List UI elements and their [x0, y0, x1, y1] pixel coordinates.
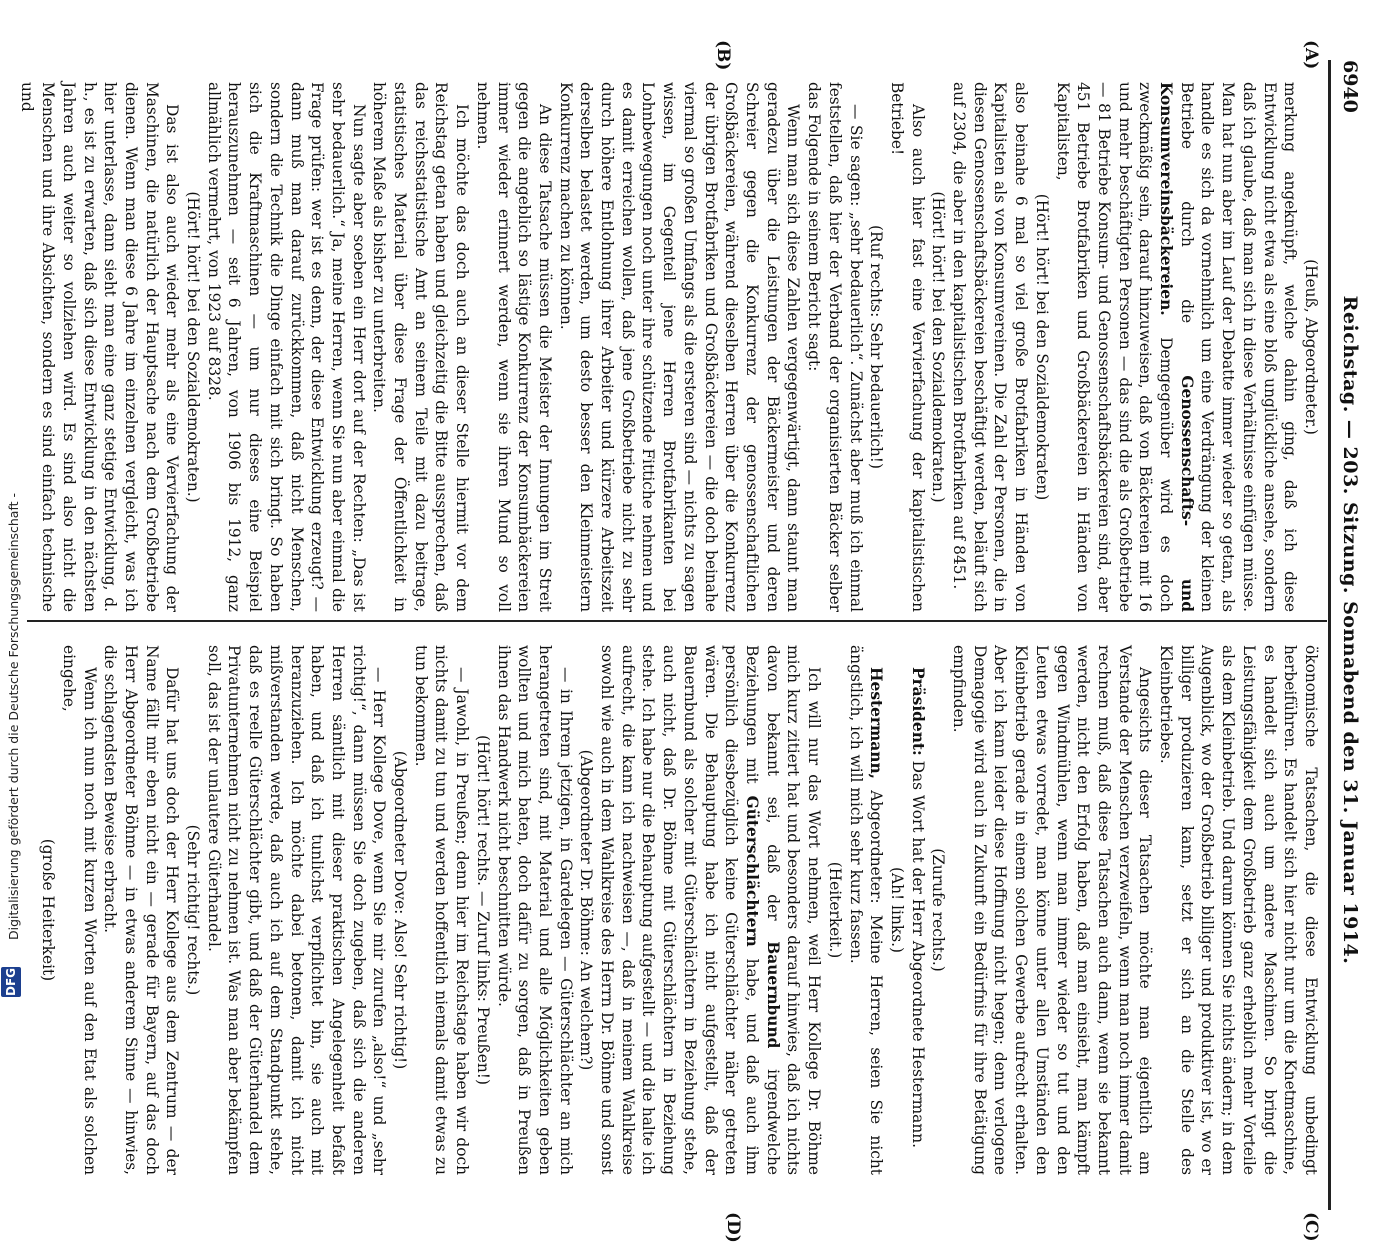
header-rule: [1328, 60, 1331, 1210]
emphasis: Bauernbund: [763, 941, 782, 1049]
paragraph: Ich will nur das Wort nehmen, weil Herr Kollege Dr. Böhme mich kurz zitiert hat und besonders darauf hinwies, daß ich nichts davon bekannt sei, daß der Bauernbund irgendwelche Beziehungen mit Güterschlächtern habe, und daß auch ihm persönlich diesbezüglich keine Güterschlächter näher getreten wären. Die Behauptung habe ich nicht aufgestellt, daß der Bauernbund als solcher mit Güterschlächtern in Beziehung stehe, auch nicht, daß Dr. Böhme mit Güterschlächtern in Beziehung stehe. Ich habe nur die Behauptung aufgestellt — und die halte ich aufrecht, die kann ich nachweisen —, daß in meinem Wahlkreise sowohl wie auch in dem Wahlkreise des Herrn Dr. Böhme und sonst: [598, 645, 824, 1175]
paragraph: also beinahe 6 mal so viel große Brotfabriken in Händen von Kapitalisten als von Konsumvereinen. Die Zahl der Personen, die in diesen Genossenschaftsbäckereien beschäftigt werden, beläuft sich auf 2304, die aber in den kapitalistischen Brotfabriken auf 8451.: [950, 82, 1031, 612]
interjection: (Sehr richtig! rechts.): [184, 824, 203, 996]
page-number: 6940: [1339, 60, 1361, 113]
paragraph: Wenn ich nun noch mit kurzen Worten auf den Etat als solchen eingehe,: [59, 645, 99, 1175]
margin-mark-c: (C): [1301, 1212, 1321, 1242]
paragraph: ökonomische Tatsachen, die diese Entwicklung unbedingt herbeiführen. Es handelt sich hier nicht nur um die Knetmaschine, es handelt sich auch um andere Maschinen. So bringt die Leistungsfähigkeit dem Großbetrieb ganz erheblich mehr Vorteile als dem Kleinbetrieb. Und darum können Sie nichts ändern; in dem Augenblick, wo der Großbetrieb billiger und produktiver ist, wo er billiger produzieren kann, setzt er sich an die Stelle des Kleinbetriebes.: [1157, 645, 1320, 1175]
funding-note: Digitalisierung gefördert durch die Deutsche Forschungsgemeinschaft -: [6, 492, 21, 940]
paragraph: Dafür hat uns doch der Herr Kollege aus dem Zentrum — der Name fällt mir eben nicht ein — gerade für Bayern, auf das doch Herr Abgeordneter Böhme — in etwas anderem Sinne — hinwies, die schlagendsten Beweise erbracht.: [101, 645, 182, 1175]
speaker-name: Präsident:: [908, 667, 927, 756]
interjection: (Hört! hört! bei den Sozialdemokraten): [1032, 193, 1051, 501]
quotation: Wenn man sich diese Zahlen vergegenwärtigt, dann staunt man geradezu über die Leistungen der Bäckermeister und deren Schreier gegen die Konkurrenz der genossenschaftlichen Großbäckereien, während dieselben Herren über die Konkurrenz der übrigen Brotfabriken und Großbäckereien — die doch beinahe viermal so großen Umfangs als die ersteren sind — nichts zu sagen wissen, im Gegenteil jene Herren Brotfabrikanten bei Lohnbewegungen noch unter ihre schützende Fittiche nehmen und es damit erreichen wollen, daß jene Großbetriebe nicht zu sehr durch höhere Entlohnung ihrer Arbeiter und kürzere Arbeitszeit derselben belastet werden, um desto besser den Kleinmeistern Konkurrenz machen zu können.: [556, 82, 803, 612]
interjection: (Ruf rechts: Sehr bedauerlich!): [867, 225, 886, 469]
interjection: (Hört! hört! bei den Sozialdemokraten.): [929, 191, 948, 503]
interjection: (große Heiterkeit): [39, 838, 58, 982]
interjection: (Hört! hört! rechts. — Zuruf links: Preußen!): [473, 734, 492, 1085]
margin-mark-a: (A): [1301, 40, 1321, 70]
interjection: (Zurufe rechts.): [929, 848, 948, 972]
paragraph: — Herr Kollege Dove, wenn Sie mir zurufen „also!“ und „sehr richtig!“, dann müssen Sie doch zugeben, daß sich die anderen Herren sämtlich mit dieser praktischen Angelegenheit befaßt haben, und daß ich tunlichst verpflichtet bin, sie auch mit heranzuziehen. Ich möchte dabei betonen, damit ich nicht mißverstanden werde, daß auch ich auf dem Standpunkt stehe, daß es reelle Güterschlächter gibt, und daß der Güterhandel dem Privatunternehmen nicht zu nehmen ist. Was man aber bekämpfen soll, das ist der unlautere Güterhandel.: [204, 645, 389, 1175]
dfg-logo: DFG: [1, 967, 21, 997]
emphasis: Güterschlächtern: [743, 795, 762, 947]
header-title: Reichstag. — 203. Sitzung. Sonnabend den 31. Januar 1914.: [1339, 295, 1361, 965]
interjection: (Hört! hört! bei den Sozialdemokraten.): [184, 191, 203, 503]
margin-mark-d: (D): [723, 1212, 743, 1243]
paragraph: — Jawohl, in Preußen; denn hier im Reichstage haben wir doch nichts damit zu tun und werden hoffentlich niemals damit etwas zu tun bekommen.: [411, 645, 472, 1175]
paragraph: Hestermann, Abgeordneter: Meine Herren, seien Sie nicht ängstlich, ich will mich sehr kurz fassen.: [846, 645, 886, 1175]
paragraph: Präsident: Das Wort hat der Herr Abgeordnete Hestermann.: [908, 667, 927, 1149]
emphasis: Genossenschafts- und Konsumvereinsbäckereien.: [1157, 82, 1196, 612]
paragraph: Ich möchte das doch auch an dieser Stelle hiermit vor dem Reichstag getan haben und gleichzeitig die Bitte aussprechen, daß das reichsstatistische Amt an seinem Teile mit dazu beitrage, statistisches Material über diese Frage der Öffentlichkeit in höherem Maße als bisher zu unterbreiten.: [370, 82, 472, 612]
paragraph: — Sie sagen: „sehr bedauerlich“. Zunächst aber muß ich einmal feststellen, daß hier der Verband der organisierten Bäcker selber das Folgende in seinem Bericht sagt:: [805, 82, 865, 612]
paragraph: Das ist also auch wieder mehr als eine Vervierfachung der Maschinen, die natürlich der Hauptsache nach dem Großbetriebe dienen. Wenn man diese 6 Jahre im einzelnen vergleicht, was ich hier unterlasse, dann sieht man eine ganz stetige Entwicklung, d. h., es ist zu erwarten, daß sich diese Entwicklung in den nächsten Jahren auch weiter so vollziehen wird. Es sind also nicht die Menschen und ihre Absichten, sondern es sind einfach technische und: [18, 82, 182, 612]
quotation: An diese Tatsache müssen die Meister der Innungen im Streit gegen die angeblich so lästige Konkurrenz der Konsumbäckereien immer wieder erinnert werden, wenn sie ihren Mund so voll nehmen.: [473, 82, 554, 612]
speaker-name: Hestermann,: [867, 667, 886, 780]
paragraph: Also auch hier fast eine Vervierfachung der kapitalistischen Betriebe!: [887, 82, 927, 612]
paragraph: Angesichts dieser Tatsachen möchte man eigentlich am Verstande der Menschen verzweifeln, wenn man noch immer damit rechnen muß, daß diese Tatsachen auch dann, wenn sie bekannt werden, nicht den Erfolg haben, daß man einsieht, man kämpft gegen Windmühlen, wenn man immer wieder so tut und den Leuten etwas vorredet, man könne unter allen Umständen den Kleinbetrieb gerade in einem solchen Gewerbe aufrecht erhalten. Aber ich kann leider diese Hoffnung nicht hegen; denn verlogene Demagogie wird auch in Zukunft ein Bedürfnis für ihre Betätigung empfinden.: [950, 645, 1155, 1175]
page-header: [1335, 60, 1365, 1200]
paragraph: — in Ihrem jetzigen, in Gardelegen — Güterschlächter an mich herangetreten sind, mit Material und alle Möglichkeiten geben wollten und mich baten, doch dafür zu sorgen, daß in Preußen ihnen das Handwerk nicht beschnitten würde.: [494, 645, 575, 1175]
interjection: (Abgeordneter Dove: Also! Sehr richtig!): [391, 750, 410, 1070]
interjection: (Abgeordneter Dr. Böhme: An welchem?): [577, 749, 596, 1071]
interjection: (Ah! links.): [887, 867, 906, 953]
left-column: [17, 82, 1321, 612]
column-divider: [27, 620, 1327, 622]
margin-mark-b: (B): [713, 40, 733, 71]
right-column: [37, 645, 1321, 1175]
paragraph: Nun sagte aber soeben ein Herr dort auf der Rechten: „Das ist sehr bedauerlich.“ Ja, meine Herren, wenn Sie nun aber einmal die Frage prüfen: wer ist es denn, der diese Entwicklung erzeugt? — dann muß man darauf zurückkommen, daß nicht Menschen, sondern die Technik die Dinge einfach mit sich bringt. So haben sich die Kraftmaschinen — um nur dieses eine Beispiel herauszunehmen — seit 6 Jahren, von 1906 bis 1912, ganz allmählich vermehrt, von 1923 auf 8328.: [204, 82, 368, 612]
speaker-label: (Heuß, Abgeordneter.): [1302, 259, 1320, 435]
interjection: (Heiterkeit.): [825, 861, 844, 959]
paragraph: merkung angeknüpft, welche dahin ging, daß ich diese Entwicklung nicht etwa als eine bloß unglückliche ansehe, sondern daß ich glaube, daß man sich in diese Verhältnisse einfügen müsse. Man hat nun aber im Lauf der Debatte immer wieder so getan, als handle es sich da vornehmlich um eine Verdrängung der kleinen Betriebe durch die Genossenschafts- und Konsumvereinsbäckereien. Demgegenüber wird es doch zweckmäßig sein, darauf hinzuweisen, daß von Bäckereien mit 16 und mehr beschäftigten Personen — das sind die als Großbetriebe — 81 Betriebe Konsum- und Genossenschaftsbäckereien sind, aber 451 Betriebe Brotfabriken und Großbäckereien in Händen von Kapitalisten,: [1053, 82, 1300, 612]
